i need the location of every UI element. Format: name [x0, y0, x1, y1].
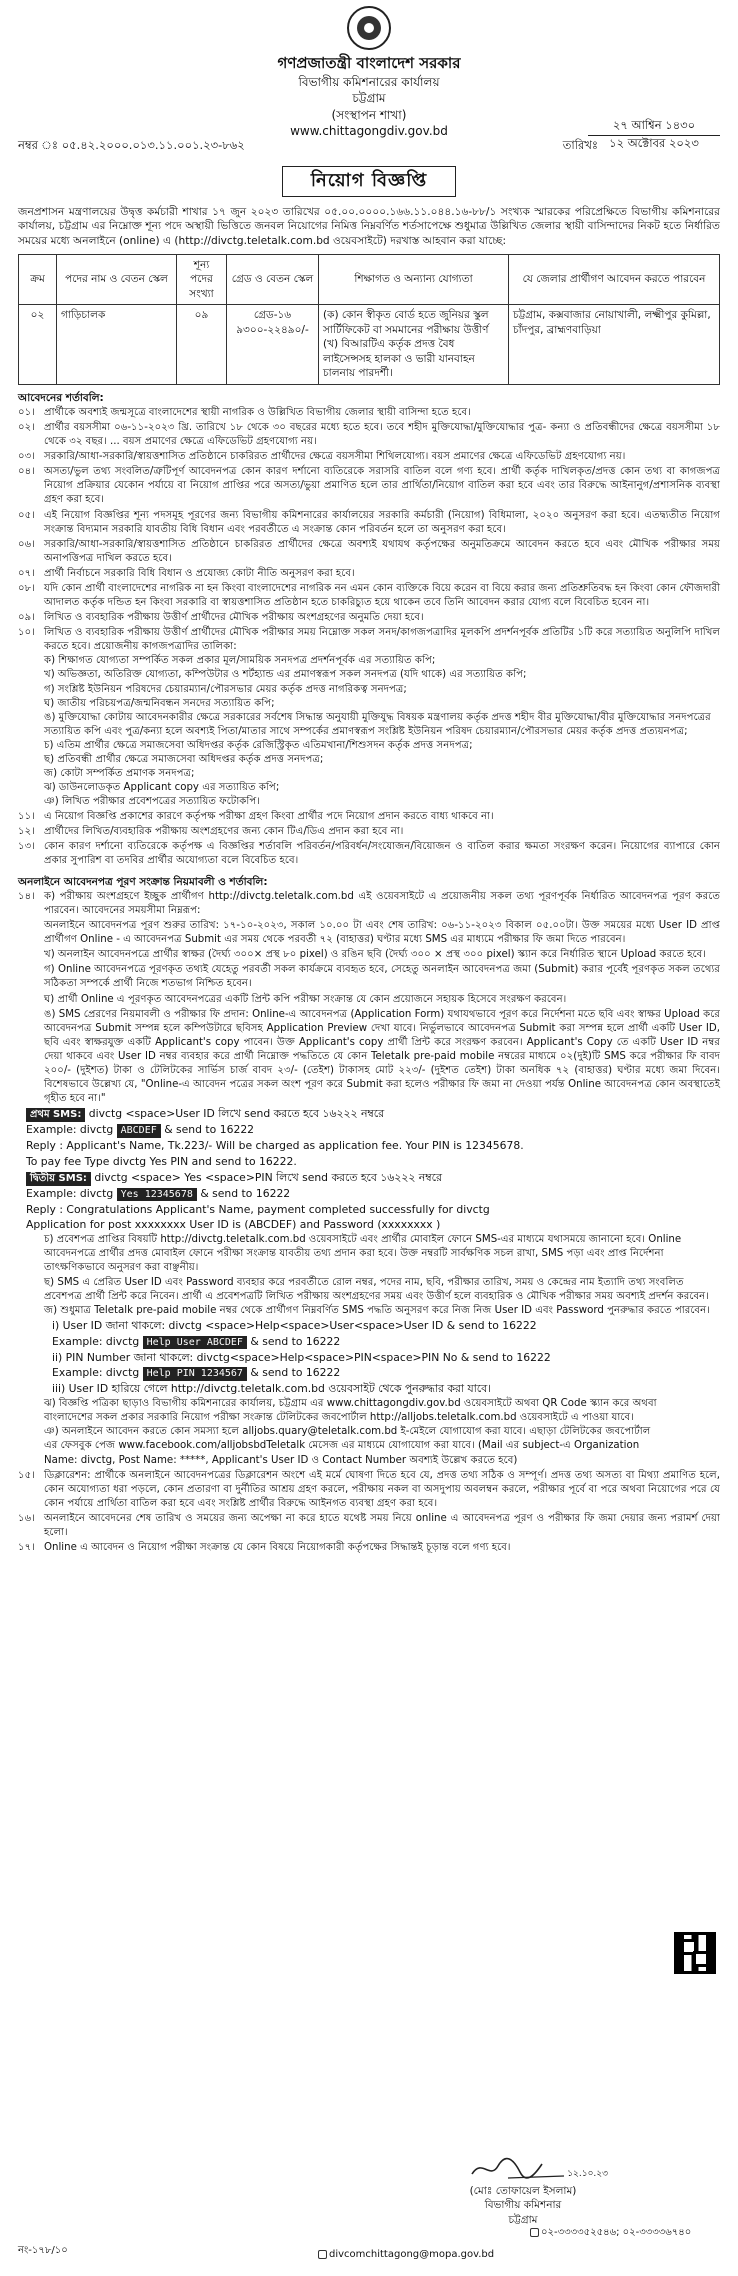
- doc-item: ছ) প্রতিবন্ধী প্রার্থীর ক্ষেত্রে সমাজসেবা অধিদপ্তর কর্তৃক প্রদত্ত সনদপত্র;: [44, 753, 324, 765]
- section-name: (সংস্থাপন শাখা): [331, 107, 407, 122]
- after-recover-list: [18, 1397, 720, 1467]
- col-qualification: শিক্ষাগত ও অন্যান্য যোগ্যতা: [319, 254, 509, 304]
- list-item: ঘ) প্রার্থী Online এ পূরণকৃত আবেদনপত্রের একটি প্রিন্ট কপি পরীক্ষা সংক্রান্ত যে কোন প্রয়োজনে সহায়ক হিসেবে সংরক্ষণ করবেন।: [44, 993, 567, 1005]
- second-sms-tag: দ্বিতীয় SMS:: [26, 1172, 91, 1186]
- website-link[interactable]: www.chittagongdiv.gov.bd: [290, 124, 448, 139]
- doc-item: চ) এতিম প্রার্থীর ক্ষেত্রে সমাজসেবা অধিদপ্তর কর্তৃক রেজিস্ট্রিকৃত এতিমখানা/শিশুসদন কর্তৃক প্রদত্ত সনদপত্র;: [44, 739, 473, 751]
- signatory-place: চট্টগ্রাম: [508, 2213, 538, 2226]
- list-item: ০৬। সরকারি/আধা-সরকারি/স্বায়ত্তশাসিত প্রতিষ্ঠানে চাকরিরত প্রার্থীদের ক্ষেত্রে অবশ্যই যথাযথ কর্তৃপক্ষের অনুমতিক্রমে আবেদন করতে হবে এবং মৌখিক পরীক্ষার সময় অনাপত্তিপত্র দাখিল করতে হবে।: [18, 538, 720, 564]
- cell-grade: [227, 305, 319, 384]
- recover-iii: iii) User ID হারিয়ে গেলে http://divctg.teletalk.com.bd ওয়েবসাইট থেকে পুনরুদ্ধার করা যাবে।: [52, 1382, 491, 1396]
- example-prefix: Example: divctg: [52, 1366, 140, 1380]
- list-item: খ) অনলাইন আবেদনপত্রে প্রার্থীর স্বাক্ষর (দৈর্ঘ্য ৩০০× প্রস্থ ৮০ pixel) ও রঙিন ছবি (দৈর্ঘ্য ৩০০ × প্রস্থ ৩০০ pixel) স্ক্যান করে নির্ধারিত স্থানে Upload করতে হবে।: [44, 949, 706, 961]
- signature-block: [438, 2154, 608, 2227]
- list-item: ১১। এ নিয়োগ বিজ্ঞপ্তি প্রকাশের কারণে কর্তৃপক্ষ পরীক্ষা গ্রহণ কিংবা প্রার্থীর পদে নিয়োগ প্রদান করতে বাধ্য থাকবে না।: [18, 811, 494, 823]
- doc-item: ঙ) মুক্তিযোদ্ধা কোটায় আবেদনকারীর ক্ষেত্রে সরকারের সর্বশেষ সিদ্ধান্ত অনুযায়ী মুক্তিযুদ্ধ বিষয়ক মন্ত্রণালয় কর্তৃক প্রদত্ত শহীদ বীর মুক্তিযোদ্ধা/বীর মুক্তিযোদ্ধার সনদপত্রের সত্যায়িত কপি এবং পুত্র/কন্যা হলে অবশ্যই পিতা/মাতার সাথে সম্পর্কের প্রমাণস্বরূপ সংশ্লিষ্ট ইউনিয়ন পরিষদ চেয়ারম্যান/পৌরসভার মেয়র কর্তৃক প্রদত্ত প্রত্যয়নপত্র;: [44, 711, 711, 737]
- sms-reply: To pay fee Type divctg Yes PIN and send to 16222.: [26, 1154, 297, 1168]
- intro-paragraph: জনপ্রশাসন মন্ত্রণালয়ের উদ্বৃত্ত কর্মচারী শাখার ১৭ জুন ২০২৩ তারিখের ০৫.০০.০০০০.১৬৬.১১.০৪৪.১৬-৮৮/১ সংখ্যক স্মারকের পরিপ্রেক্ষিতে বিভাগীয় কমিশনারের কার্যালয়, চট্টগ্রাম এর নিম্নোক্ত শূন্য পদে অস্থায়ী ভিত্তিতে জনবল নিয়োগের নিমিত্ত নিম্নবর্ণিত শর্তসাপেক্ষে শুধুমাত্র উল্লিখিত জেলার স্থায়ী বাসিন্দাদের নিকট হতে নির্ধারিত সময়ের মধ্যে অনলাইনে (online) এ (http://divctg.teletalk.com.bd ওয়েবসাইটে) দরখাস্ত আহবান করা যাচ্ছে:: [18, 205, 721, 248]
- conditions-list: [18, 406, 720, 869]
- example-suffix: & send to 16222: [250, 1334, 341, 1348]
- qualification-b: (খ) বিআরটিএ কর্তৃক প্রদত্ত বৈধ লাইসেন্সসহ হালকা ও ভারী যানবাহন চালনায় পারদর্শী।: [323, 338, 475, 380]
- doc-item: ঝ) ডাউনলোডকৃত Applicant copy এর সত্যায়িত কপি;: [44, 782, 280, 794]
- col-count: শূন্য পদের সংখ্যা: [177, 254, 227, 304]
- signature-date: ১২.১০.২৩: [567, 2169, 608, 2179]
- documents-list: [18, 654, 720, 809]
- example-prefix: Example: divctg: [52, 1334, 140, 1348]
- first-sms-text: divctg <space>User ID লিখে send করতে হবে ১৬২২২ নম্বরে: [88, 1107, 385, 1121]
- footer-code: নং-১৭৮/১০: [18, 2245, 68, 2256]
- list-item: ঝ) বিজ্ঞপ্তি পত্রিকা ছাড়াও বিভাগীয় কমিশনারের কার্যালয়, চট্টগ্রাম এর www.chittagongdiv.gov.bd ওয়েবসাইটে অথবা QR Code স্ক্যান করে অথবা বাংলাদেশের সকল প্রকার সরকারি নিয়োগ পরীক্ষা সংক্রান্ত টেলিটকের জবপোর্টাল http://alljobs.teletalk.com.bd ওয়েবসাইটে এ পাওয়া যাবে।: [44, 1398, 657, 1424]
- cell-districts: চট্টগ্রাম, কক্সবাজার নোয়াখালী, লক্ষ্মীপুর কুমিল্লা, চাঁদপুর, ব্রাহ্মণবাড়িয়া: [509, 305, 720, 384]
- conditions-title: আবেদনের শর্তাবলি:: [18, 391, 104, 404]
- qr-code-icon[interactable]: [674, 1932, 716, 1974]
- signatory-name: (মোঃ তোফায়েল ইসলাম): [469, 2185, 577, 2197]
- gov-name: গণপ্রজাতন্ত্রী বাংলাদেশ সরকার: [277, 54, 461, 72]
- cell-serial: ০২: [19, 305, 57, 384]
- col-post: পদের নাম ও বেতন স্কেল: [57, 254, 177, 304]
- recovery-instructions: [18, 1319, 720, 1397]
- scale-value: ৯৩০০-২২৪৯০/-: [236, 323, 309, 336]
- cell-count: ০৯: [177, 305, 227, 384]
- list-item: ১৬। অনলাইনে আবেদনের শেষ তারিখ ও সময়ের জন্য অপেক্ষা না করে হাতে যথেষ্ট সময় নিয়ে online এ আবেদনপত্র পূরণ ও পরীক্ষার ফি জমা দেয়ার জন্য পরামর্শ দেয়া হলো।: [18, 1512, 720, 1538]
- example-code: Help User ABCDEF: [143, 1336, 247, 1350]
- example-suffix: & send to 16222: [250, 1366, 341, 1380]
- col-districts: যে জেলার প্রার্থীগণ আবেদন করতে পারবেন: [509, 254, 720, 304]
- online-title: অনলাইনে আবেদনপত্র পূরণ সংক্রান্ত নিয়মাবলী ও শর্তাবলি:: [18, 875, 268, 888]
- list-item: অনলাইনে আবেদনপত্র পূরণ শুরুর তারিখ: ১৭-১০-২০২৩, সকাল ১০.০০ টা এবং শেষ তারিখ: ০৬-১১-২০২৩ বিকাল ০৫.০০টা। উক্ত সময়ের মধ্যে User ID প্রাপ্ত প্রার্থীগণ Online - এ আবেদনপত্র Submit এর সময় থেকে পরবর্তী ৭২ (বাহাত্তর) ঘণ্টার মধ্যে SMS এর মাধ্যমে পরীক্ষার ফি জমা দিতে পারবেন।: [44, 920, 720, 946]
- table-header-row: [19, 254, 720, 304]
- list-item: ১৭। Online এ আবেদন ও নিয়োগ পরীক্ষা সংক্রান্ত যে কোন বিষয়ে নিয়োগকারী কর্তৃপক্ষের সিদ্ধান্তই চূড়ান্ত বলে গণ্য হবে।: [18, 1542, 511, 1553]
- office-name: বিভাগীয় কমিশনারের কার্যালয়: [298, 74, 440, 89]
- table-row: [19, 305, 720, 384]
- grade-value: গ্রেড-১৬: [253, 309, 292, 322]
- office-location: চট্টগ্রাম: [352, 91, 386, 106]
- signatory-designation: বিভাগীয় কমিশনার: [484, 2199, 562, 2212]
- first-sms-tag: প্রথম SMS:: [26, 1108, 85, 1122]
- example-prefix: Example: divctg: [26, 1123, 114, 1137]
- list-item: ০৯। লিখিত ও ব্যবহারিক পরীক্ষায় উত্তীর্ণ প্রার্থীদের মৌখিক পরীক্ষায় অংশগ্রহণের অনুমতি দেয়া হবে।: [18, 612, 424, 624]
- example-suffix: & send to 16222: [164, 1123, 255, 1137]
- list-item: জ) শুধুমাত্র Teletalk pre-paid mobile নম্বর থেকে প্রার্থীগণ নিম্নবর্ণিত SMS পদ্ধতি অনুসরণ করে নিজ নিজ User ID এবং Password পুনরুদ্ধার করতে পারবেন।: [44, 1304, 710, 1316]
- list-item: ১০। লিখিত ও ব্যবহারিক পরীক্ষায় উত্তীর্ণ প্রার্থীদের মৌখিক পরীক্ষার সময় নিম্নোক্ত সকল সনদ/কাগজপত্রাদির মূলকপি প্রদর্শনপূর্বক প্রতিটির ১টি করে সত্যায়িত অনুলিপি দাখিল করতে হবে। প্রয়োজনীয় কাগজপত্রাদির তালিকা:: [18, 627, 720, 653]
- list-item: গ) Online আবেদনপত্রে পূরণকৃত তথ্যই যেহেতু পরবর্তী সকল কার্যক্রমে ব্যবহৃত হবে, সেহেতু অনলাইন আবেদনপত্র জমা (Submit) করার পূর্বেই পূরণকৃত সকল তথ্যের সঠিকতা সম্পর্কে প্রার্থী নিজে শতভাগ নিশ্চিত হবেন।: [44, 964, 720, 990]
- example-code: Help PIN 1234567: [143, 1367, 247, 1381]
- signature-icon: [438, 2154, 608, 2184]
- list-item: ০২। প্রার্থীর বয়সসীমা ০৬-১১-২০২৩ খ্রি. তারিখে ১৮ থেকে ৩০ বছরের মধ্যে হতে হবে। তবে শহীদ মুক্তিযোদ্ধা/মুক্তিযোদ্ধার পুত্র- কন্যা ও প্রতিবন্ধীদের ক্ষেত্রে বয়সসীমা ১৮ থেকে ৩২ বছর। ... বয়স প্রমাণের ক্ষেত্রে এফিডেভিট গ্রহণযোগ্য নয়।: [18, 422, 720, 448]
- sms-reply: Reply : Applicant's Name, Tk.223/- Will be charged as application fee. Your PIN is 12345678.: [26, 1138, 524, 1152]
- list-item: ঙ) SMS প্রেরণের নিয়মাবলী ও পরীক্ষার ফি প্রদান: Online-এ আবেদনপত্র (Application Form) যথাযথভাবে পূরণ করে নির্দেশনা মতে ছবি এবং স্বাক্ষর Upload করে আবেদনপত্র Submit সম্পন্ন হলে কম্পিউটারে ছবিসহ Application Preview দেখা যাবে। নির্ভুলভাবে আবেদনপত্র Submit করা সম্পন্ন হলে প্রার্থী একটি User ID, ছবি এবং স্বাক্ষরযুক্ত একটি Applicant's copy পাবেন। উক্ত Applicant's copy প্রার্থী প্রিন্ট করে সংরক্ষণ করবেন। Applicant's Copy তে একটি User ID নম্বর দেয়া থাকবে এবং User ID নম্বর ব্যবহার করে প্রার্থী নিম্নোক্ত পদ্ধতিতে যে কোন Teletalk pre-paid mobile নম্বরের মাধ্যমে ০২(দুই)টি SMS করে পরীক্ষার ফি বাবদ ২০০/- (দুইশত) টাকা ও টেলিটকের সার্ভিস চার্জ বাবদ ২৩/- (তেইশ) টাকাসহ মোট ২২৩/- (দুইশত তেইশ) টাকা অনধিক ৭২ (বাহাত্তর) ঘণ্টার মধ্যে জমা দিবেন। বিশেষভাবে উল্লেখ্য যে, "Online-এ আবেদন পত্রের সকল অংশ পূরণ করে Submit করা হলেও পরীক্ষার ফি জমা না দেওয়া পর্যন্ত Online আবেদনপত্র কোন অবস্থাতেই গৃহীত হবে না।": [44, 1008, 721, 1105]
- sms-reply: Application for post xxxxxxxx User ID is (ABCDEF) and Password (xxxxxxxx ): [26, 1218, 441, 1232]
- list-item: ০১। প্রার্থীকে অবশ্যই জন্মসূত্রে বাংলাদেশের স্থায়ী নাগরিক ও উল্লিখিত বিভাগীয় জেলার স্থায়ী বাসিন্দা হতে হবে।: [18, 407, 471, 419]
- phone-2: ০২-৩৩৩৩৬৭৪০: [622, 2227, 692, 2238]
- list-item: চ) প্রবেশপত্র প্রাপ্তির বিষয়টি http://divctg.teletalk.com.bd ওয়েবসাইটে এবং প্রার্থীর মোবাইল ফোনে SMS-এর মাধ্যমে যথাসময়ে জানানো হবে। Online আবেদনপত্রে প্রার্থীর প্রদত্ত মোবাইল ফোনে পরীক্ষা সংক্রান্ত যাবতীয় তথ্য প্রদান করা হবে। উক্ত নম্বরটি সার্বক্ষণিক সচল রাখা, SMS পড়া এবং প্রাপ্ত নির্দেশনা তাৎক্ষণিকভাবে অনুসরণ করা বাঞ্ছনীয়।: [44, 1234, 682, 1274]
- date-english: ১২ অক্টোবর ২০২৩: [609, 135, 699, 150]
- contact-email[interactable]: divcomchittagong@mopa.gov.bd: [318, 2248, 494, 2262]
- list-item: ১৩। কোন কারণ দর্শানো ব্যতিরেকে কর্তৃপক্ষ এ বিজ্ঞপ্তির শর্তাবলি পরিবর্তন/পরিবর্ধন/সংযোজন/বিয়োজন ও বাতিল করার ক্ষমতা সংরক্ষণ করেন। নিয়োগের ব্যাপারে কোন প্রকার সুপারিশ বা তদবির প্রার্থীর অযোগ্যতা বলে বিবেচিত হবে।: [18, 841, 720, 867]
- col-grade: গ্রেড ও বেতন স্কেল: [227, 254, 319, 304]
- after-sms-list: [18, 1233, 720, 1317]
- second-sms-text: divctg <space> Yes <space>PIN লিখে send করতে হবে ১৬২২২ নম্বরে: [94, 1170, 442, 1184]
- qualification-a: (ক) কোন স্বীকৃত বোর্ড হতে জুনিয়র স্কুল সার্টিফিকেট বা সমমানের পরীক্ষায় উত্তীর্ণ: [323, 309, 489, 336]
- example-code: Yes 12345678: [117, 1188, 197, 1202]
- example-suffix: & send to 16222: [200, 1186, 291, 1200]
- notice-title: নিয়োগ বিজ্ঞপ্তি: [282, 166, 456, 197]
- memo-number: নম্বর ঃ ০৫.৪২.২০০০.০১৩.১১.০০১.২৩-৮৬২: [18, 138, 245, 152]
- list-item: ০৭। প্রার্থী নির্বাচনে সরকারি বিধি বিধান ও প্রযোজ্য কোটা নীতি অনুসরণ করা হবে।: [18, 567, 355, 579]
- sms-reply: Reply : Congratulations Applicant's Name, payment completed successfully for divctg: [26, 1202, 490, 1216]
- list-item: ০৩। সরকারি/আধা-সরকারি/স্বায়ত্তশাসিত প্রতিষ্ঠানে চাকরিরত প্রার্থীদের ক্ষেত্রে বয়সসীমা শিথিলযোগ্য। বয়স প্রমাণের ক্ষেত্রে এফিডেভিট গ্রহণযোগ্য নয়।: [18, 451, 626, 463]
- doc-item: ঘ) জাতীয় পরিচয়পত্র/জন্মনিবন্ধন সনদের সত্যায়িত কপি;: [44, 697, 275, 709]
- date-bangla: ২৭ আশ্বিন ১৪৩০: [588, 118, 720, 136]
- date-label: তারিখঃ: [562, 138, 598, 152]
- col-serial: ক্রম: [19, 254, 57, 304]
- online-list: [18, 890, 720, 1106]
- doc-item: ঞ) লিখিত পরীক্ষার প্রবেশপত্রের সত্যায়িত ফটোকপি।: [44, 796, 260, 808]
- cell-qualification: [319, 305, 509, 384]
- list-item: ছ) SMS এ প্রেরিত User ID এবং Password ব্যবহার করে পরবর্তীতে রোল নম্বর, পদের নাম, ছবি, পরীক্ষার তারিখ, সময় ও কেন্দ্রের নাম ইত্যাদি তথ্য সংবলিত প্রবেশপত্র প্রার্থী প্রিন্ট করে নিবেন। প্রার্থী এ প্রবেশপত্রটি লিখিত পরীক্ষায় অংশগ্রহণের সময় এবং উত্তীর্ণ হলে ব্যবহারিক ও মৌখিক পরীক্ষার সময় অবশ্যই প্রদর্শন করবেন।: [44, 1276, 709, 1302]
- government-emblem-icon: [347, 6, 391, 50]
- list-item: ১২। প্রার্থীদের লিখিত/ব্যবহারিক পরীক্ষায় অংশগ্রহণের জন্য কোন টিএ/ডিএ প্রদান করা হবে না।: [18, 826, 404, 838]
- email-icon: [318, 2250, 327, 2259]
- list-item: ঞ) অনলাইনে আবেদন করতে কোন সমস্যা হলে alljobs.quary@teletalk.com.bd ই-মেইলে যোগাযোগ করা যাবে। এছাড়া টেলিটকের জবপোর্টাল এর ফেসবুক পেজ www.facebook.com/alljobsbdTeletalk মেসেজ এর মাধ্যমে যোগাযোগ করা যাবে। (Mail এর subject-এ Organization Name: divctg, Post Name: *****, Applicant's User ID ও Contact Number অবশ্যই উল্লেখ করতে হবে): [44, 1426, 651, 1466]
- example-code: ABCDEF: [117, 1124, 161, 1138]
- list-item: ০৮। যদি কোন প্রার্থী বাংলাদেশের নাগরিক না হন কিংবা বাংলাদেশের নাগরিক নন এমন কোন ব্যক্তিকে বিয়ে করেন বা বিয়ে করার জন্য প্রতিশ্রুতিবদ্ধ হন কিংবা কোন ফৌজদারী আদালত কর্তৃক দন্ডিত হন কিংবা সরকারি বা স্বায়ত্তশাসিত প্রতিষ্ঠান হতে চাকরিচ্যুত হয়ে থাকেন তবে তিনি আবেদন করার যোগ্য বলে বিবেচিত হবেন না।: [18, 582, 720, 609]
- list-item: ১৫। ডিক্লারেশন: প্রার্থীকে অনলাইনে আবেদনপত্রের ডিক্লারেশন অংশে এই মর্মে ঘোষণা দিতে হবে যে, প্রদত্ত তথ্য সঠিক ও সম্পূর্ণ। প্রদত্ত তথ্য অসত্য বা মিথ্যা প্রমাণিত হলে, কোন অযোগ্যতা ধরা পড়লে, কোন প্রতারণা বা দুর্নীতির আশ্রয় গ্রহণ করলে, পরীক্ষায় নকল বা অসদুপায় অবলম্বন করলে, পরীক্ষার পূর্বে বা পরে অথবা নিয়োগের পরে যে কোন পর্যায়ে প্রার্থিতা বাতিল করা হবে এবং সংশ্লিষ্ট প্রার্থীর বিরুদ্ধে আইনগত ব্যবস্থা গ্রহণ করা হবে।: [18, 1469, 720, 1509]
- list-item: ০৫। এই নিয়োগ বিজ্ঞপ্তির শূন্য পদসমূহ পূরণের জন্য বিভাগীয় কমিশনারের কার্যালয়ের সরকারি কর্মচারী (নিয়োগ) বিধিমালা, ২০২০ অনুসরণ করা হবে। এতদ্ব্যতীত নিয়োগ সংক্রান্ত বিদ্যমান সরকারি যাবতীয় বিধি বিধান এবং পরবর্তীতে এ সংক্রান্ত কোন পরিবর্তন হলে তা অনুসরণ করা হবে।: [18, 509, 720, 535]
- doc-item: গ) সংশ্লিষ্ট ইউনিয়ন পরিষদের চেয়ারম্যান/পৌরসভার মেয়র কর্তৃক প্রদত্ত নাগরিকত্ব সনদপত্র;: [44, 683, 407, 695]
- final-list: [18, 1469, 720, 1555]
- example-prefix: Example: divctg: [26, 1186, 114, 1200]
- header: [18, 0, 720, 160]
- phone-1: ০২-৩৩৩৩৫২৫৪৬;: [541, 2227, 620, 2238]
- phone-icon: [530, 2228, 539, 2237]
- contact-phones: [530, 2226, 720, 2240]
- cell-post: গাড়িচালক: [57, 305, 177, 384]
- doc-item: খ) অভিজ্ঞতা, অতিরিক্ত যোগ্যতা, কম্পিউটার ও শর্টহ্যান্ড এর প্রমাণস্বরূপ সকল সনদপত্র (যদি থাকে) এর সত্যায়িত কপি;: [44, 669, 527, 681]
- doc-item: জ) কোটা সম্পর্কিত প্রমাণক সনদপত্র;: [44, 767, 195, 779]
- recover-i: i) User ID জানা থাকলে: divctg <space>Help<space>User<space>User ID & send to 16222: [52, 1318, 537, 1332]
- list-item: ১৪। ক) পরীক্ষায় অংশগ্রহণে ইচ্ছুক প্রার্থীগণ http://divctg.teletalk.com.bd এই ওয়েবসাইটে এ প্রয়োজনীয় সকল তথ্য পূরণপূর্বক নির্ধারিত আবেদনপত্র পূরণ করতে পারবেন। আবেদনের সময়সীমা নিম্নরূপ:: [18, 891, 720, 917]
- recover-ii: ii) PIN Number জানা থাকলে: divctg<space>Help<space>PIN<space>PIN No & send to 16222: [52, 1350, 551, 1364]
- doc-item: ক) শিক্ষাগত যোগ্যতা সম্পর্কিত সকল প্রকার মূল/সাময়িক সনদপত্র প্রদর্শনপূর্বক এর সত্যায়িত কপি;: [44, 655, 436, 667]
- sms-instructions: [18, 1107, 720, 1233]
- posts-table: [18, 254, 720, 385]
- date-box: [588, 118, 720, 152]
- list-item: ০৪। অসত্য/ভুল তথ্য সংবলিত/ত্রুটিপূর্ণ আবেদনপত্র কোন কারণ দর্শানো ব্যতিরেকে সরাসরি বাতিল বলে গণ্য হবে। প্রার্থী কর্তৃক দাখিলকৃত/প্রদত্ত কোন তথ্য বা কাগজপত্র নিয়োগ প্রক্রিয়ার যেকোন পর্যায়ে বা নিয়োগ প্রাপ্তির পরে অসত্য/ভুয়া প্রমাণিত হলে তার প্রার্থিতা/নিয়োগ বাতিল করা হবে এবং তার বিরুদ্ধে আইনানুগ/প্রশাসনিক ব্যবস্থা গ্রহণ করা হবে।: [18, 466, 720, 506]
